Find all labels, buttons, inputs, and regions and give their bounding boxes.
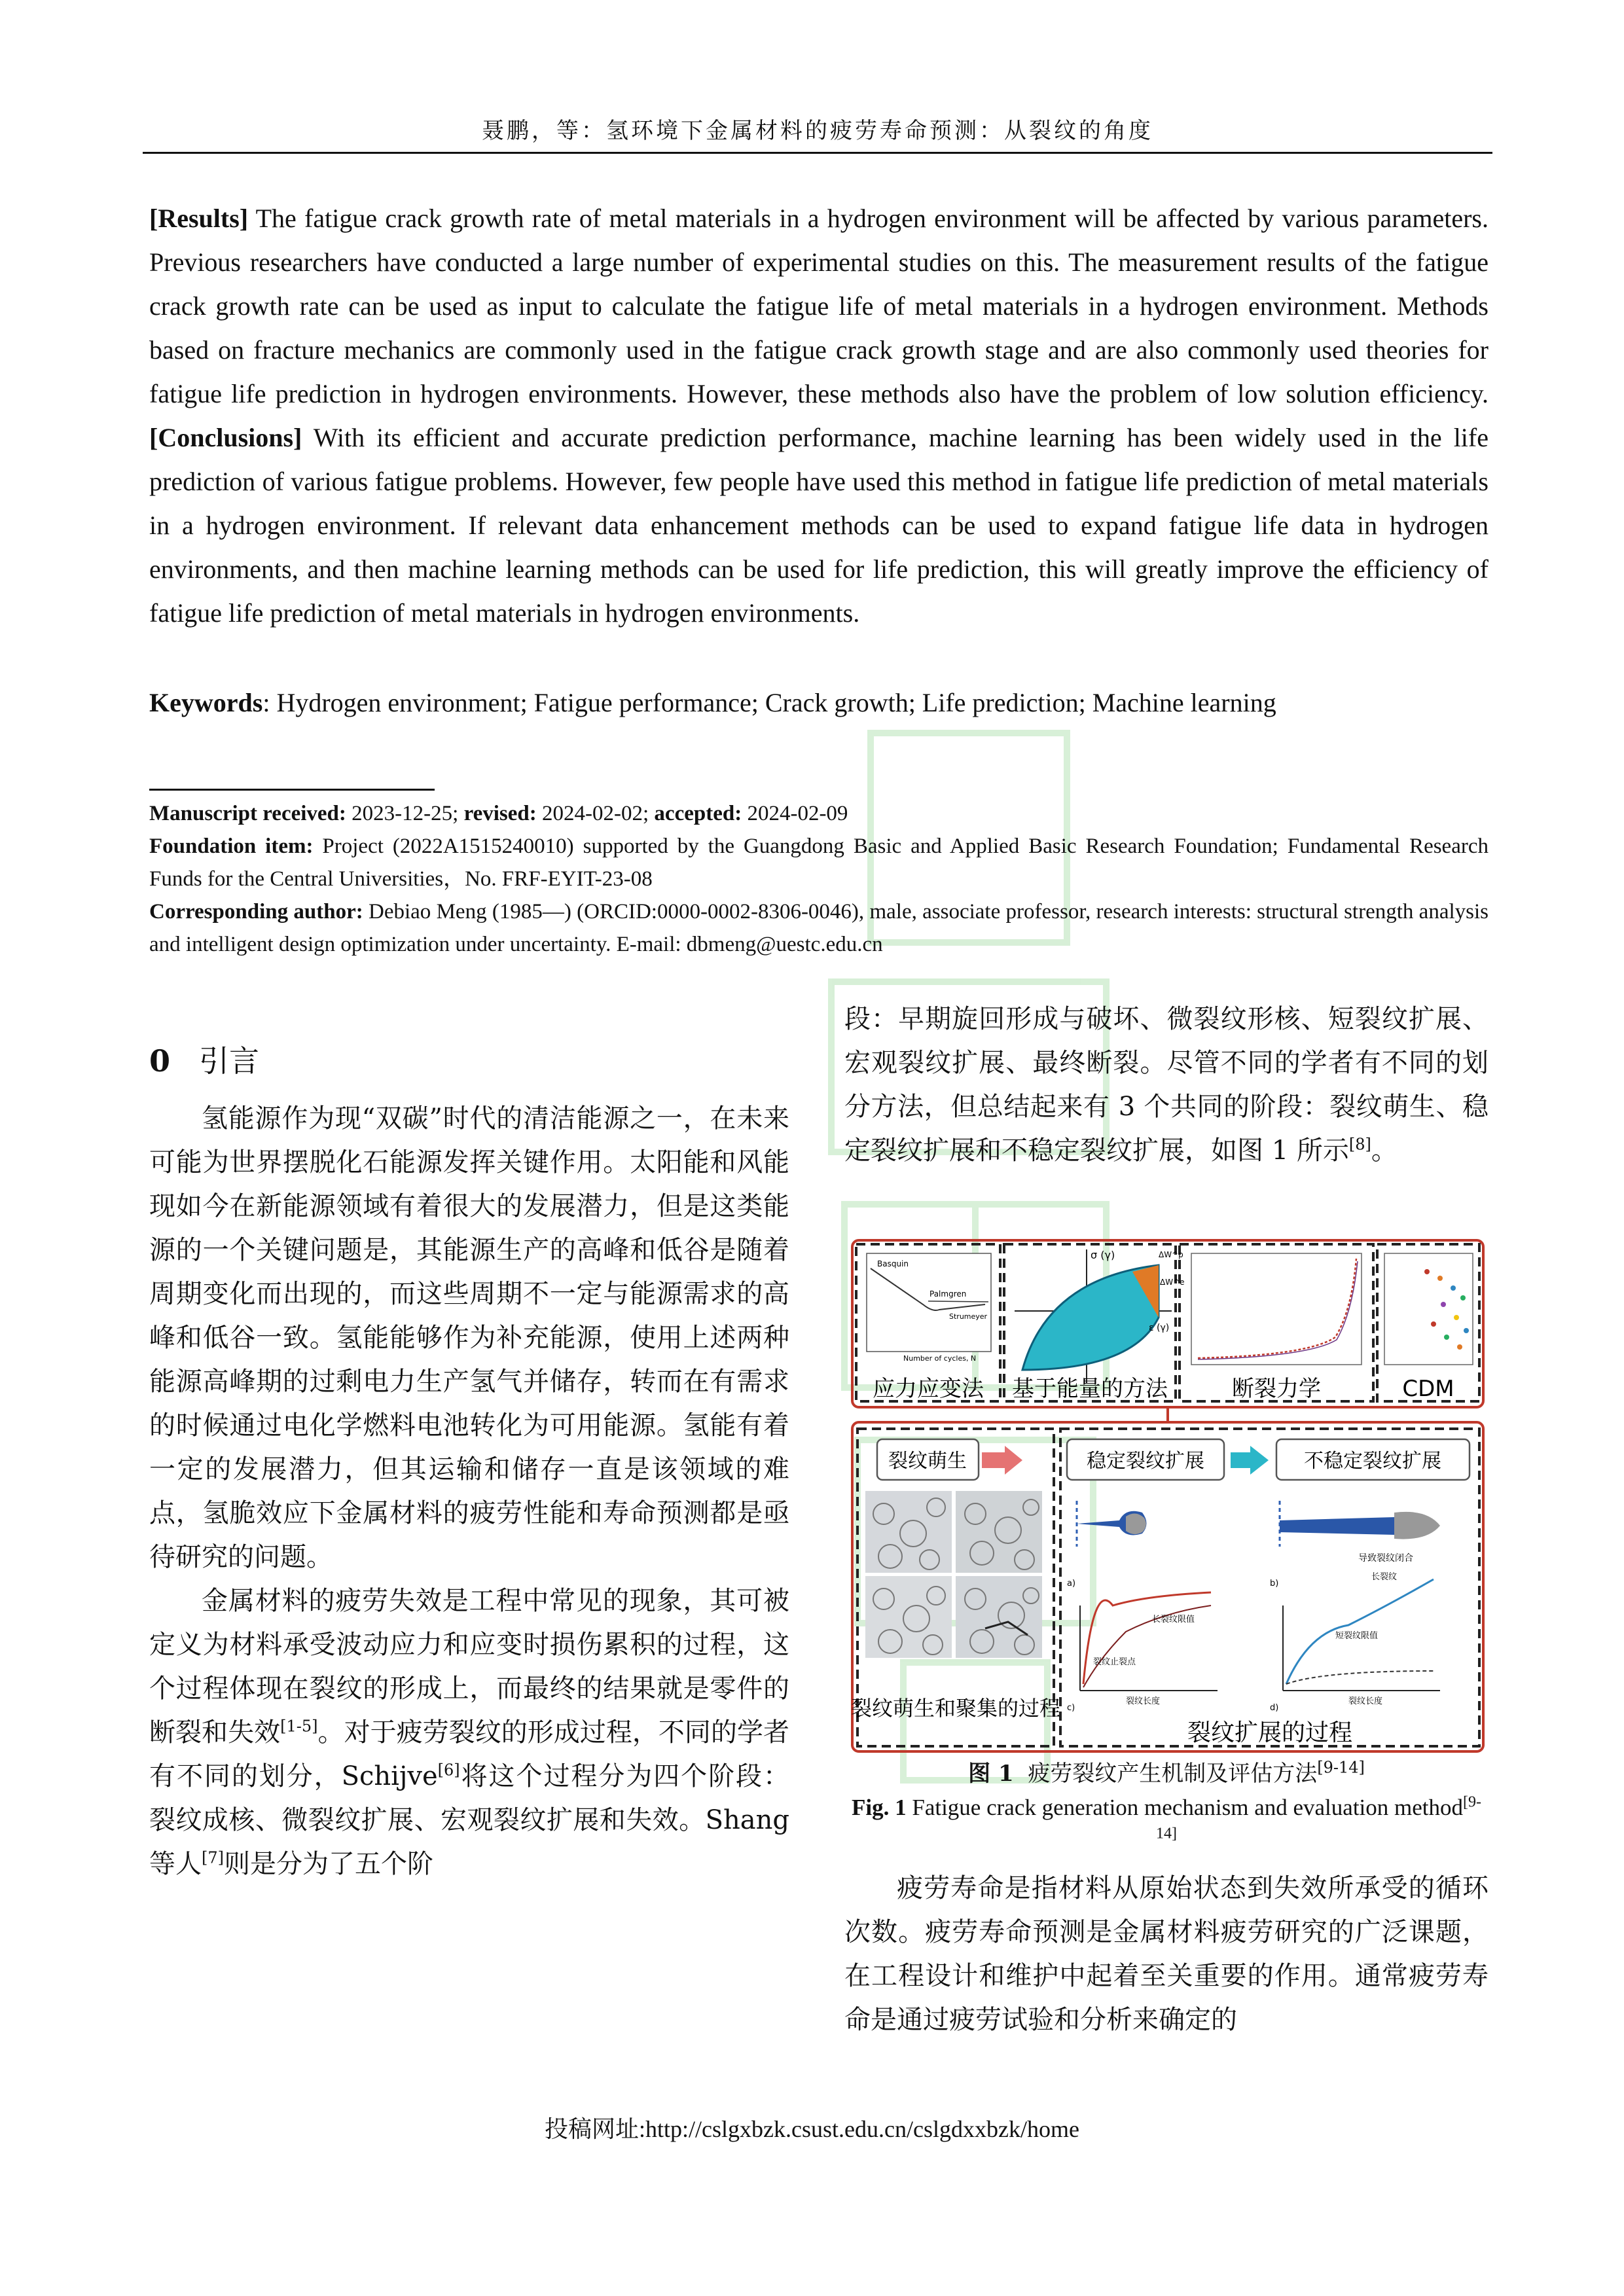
running-header: 聂鹏，等：氢环境下金属材料的疲劳寿命预测：从裂纹的角度 xyxy=(482,118,1153,144)
stage-label-unstable: 不稳定裂纹扩展 xyxy=(1304,1450,1441,1473)
long-crack-limit-label: 长裂纹限值 xyxy=(1152,1615,1195,1624)
figure-caption-en xyxy=(844,1792,1489,1855)
keywords xyxy=(149,687,1489,718)
figure-caption-cn xyxy=(844,1755,1489,1787)
stage-label-stable: 稳定裂纹扩展 xyxy=(1087,1450,1204,1473)
caption-cn-text: 疲劳裂纹产生机制及评估方法 xyxy=(1028,1761,1318,1787)
keywords-text: : Hydrogen environment; Fatigue performance; Crack growth; Life prediction; Machine learning xyxy=(262,688,1276,717)
p2-text-c: 将这个过程分为四个阶段：裂纹成核、微裂纹扩展、宏观裂纹扩展和失效。Shang 等人 xyxy=(149,1761,790,1879)
submission-url: 投稿网址:http://cslgxbzk.csust.edu.cn/cslgdxxbzk/home xyxy=(545,2116,1079,2142)
label-cdm: CDM xyxy=(1402,1376,1454,1402)
citation-ref: [1-5] xyxy=(280,1717,318,1736)
arrow-to-unstable xyxy=(1231,1446,1269,1475)
keywords-label: Keywords xyxy=(149,688,263,717)
hysteresis-we-label: ΔW^e xyxy=(1160,1278,1185,1287)
cdm-scatter-plot xyxy=(1384,1253,1473,1365)
results-label: [Results] xyxy=(149,204,249,233)
fatigue-life-paragraph: 疲劳寿命是指材料从原始状态到失效所承受的循环次数。疲劳寿命预测是金属材料疲劳研究的广泛课题，在工程设计和维护中起着至关重要的作用。通常疲劳寿命是通过疲劳试验和分析来确定的 xyxy=(844,1873,1489,2035)
p2-text-d: 则是分为了五个阶 xyxy=(224,1849,433,1879)
fracture-plot xyxy=(1191,1253,1362,1365)
sn-curve-plot xyxy=(867,1253,991,1363)
manuscript-dates xyxy=(149,797,1489,830)
citation-ref: [7] xyxy=(202,1848,224,1867)
intro-paragraph-2 xyxy=(149,1579,789,1886)
caption-en-label: Fig. 1 xyxy=(852,1795,907,1820)
crack-length-label-left: 裂纹长度 xyxy=(1126,1696,1161,1706)
threshold-plots xyxy=(1067,1572,1440,1713)
cont-text: 段：早期旋回形成与破坏、微裂纹形核、短裂纹扩展、宏观裂纹扩展、最终断裂。尽管不同的学者有不同的划分方法，但总结起来有 3 个共同的阶段：裂纹萌生、稳定裂纹扩展和不稳定裂纹扩展，如图 1 所示 xyxy=(844,1004,1489,1166)
plot-c-tag: c) xyxy=(1067,1703,1075,1713)
crack-arrest-label: 裂纹止裂点 xyxy=(1093,1657,1136,1667)
citation-ref: [8] xyxy=(1348,1135,1371,1154)
results-text: The fatigue crack growth rate of metal materials in a hydrogen environment will be affected by various parameters. Previous researchers have conducted a large number of experimental studies on this. The measurement results of the fatigue crack growth rate can be used as input to calculate the fatigue life of metal materials in a hydrogen environment. Methods based on fracture mechanics are commonly used in the fatigue crack growth stage and are also commonly used theories for fatigue life prediction in hydrogen environments. However, these methods also have the problem of low solution efficiency. xyxy=(149,204,1489,408)
accepted-label: accepted: xyxy=(654,802,742,825)
header-rule xyxy=(143,152,1492,154)
stage-label-initiation: 裂纹萌生 xyxy=(888,1450,967,1473)
right-column-bottom xyxy=(844,1867,1489,2042)
long-crack-label: 长裂纹 xyxy=(1371,1572,1398,1582)
crack-sketches xyxy=(1077,1501,1440,1564)
label-stress-strain-method: 应力应变法 xyxy=(873,1376,984,1402)
foundation-label: Foundation item: xyxy=(149,834,314,858)
section-heading xyxy=(149,1037,259,1081)
plot-a-tag: a) xyxy=(1067,1579,1076,1588)
sn-label-strumeyer: Strumeyer xyxy=(949,1312,988,1321)
accepted-date: 2024-02-09 xyxy=(742,802,848,825)
microstructure-images xyxy=(865,1491,1042,1658)
hysteresis-sigma-label: σ (γ) xyxy=(1091,1249,1115,1261)
p2-text-a: 金属材料的疲劳失效是工程中常见的现象，其可被定义为材料承受波动应力和应变时损伤累积的过程，这个过程体现在裂纹的形成上，而最终的结果就是零件的断裂和失效 xyxy=(149,1586,789,1748)
foundation-text: Project (2022A1515240010) supported by the Guangdong Basic and Applied Basic Research Foundation; Fundamental Research Funds for the Central Universities，No. FRF-EYIT-23-08 xyxy=(149,834,1489,891)
citation-ref: [6] xyxy=(437,1761,460,1780)
revised-date: 2024-02-02; xyxy=(536,802,655,825)
sn-label-palmgren: Palmgren xyxy=(929,1289,967,1299)
short-crack-limit-label: 短裂纹限值 xyxy=(1335,1631,1379,1641)
corresponding-author xyxy=(149,895,1489,961)
plot-b-tag: b) xyxy=(1270,1579,1279,1588)
intro-paragraph-1: 氢能源作为现“双碳”时代的清洁能源之一，在未来可能为世界摆脱化石能源发挥关键作用。太阳能和风能现如今在新能源领域有着很大的发展潜力，但是这类能源的一个关键问题是，其能源生产的高峰和低谷是随着周期变化而出现的，而这些周期不一定与能源需求的高峰和低谷一致。氢能能够作为补充能源，使用上述两种能源高峰期的过剩电力生产氢气并储存，转而在有需求的时候通过电化学燃料电池转化为可用能源。氢能有着一定的发展潜力，但其运输和储存一直是该领域的难点，氢脆效应下金属材料的疲劳性能和寿命预测都是亟待研究的问题。 xyxy=(149,1103,789,1572)
right-column-top xyxy=(844,997,1489,1173)
hysteresis-plot xyxy=(1015,1249,1185,1383)
hysteresis-eps-label: ε (γ) xyxy=(1149,1323,1170,1333)
foundation-item xyxy=(149,830,1489,895)
citation-ref: [9-14] xyxy=(1317,1758,1365,1777)
cont-end: 。 xyxy=(1371,1136,1398,1166)
label-energy-method: 基于能量的方法 xyxy=(1012,1376,1168,1402)
left-column xyxy=(149,1097,789,1886)
section-title: 引言 xyxy=(199,1043,260,1079)
caption-cn-label: 图 1 xyxy=(968,1761,1014,1787)
p2-text-b: 。对于疲劳裂纹的形成过程，不同的学者有不同的划分，Schijve xyxy=(149,1717,790,1791)
label-initiation-process: 裂纹萌生和聚集的过程 xyxy=(851,1696,1061,1721)
footnote-rule xyxy=(149,789,435,791)
crack-length-label-right: 裂纹长度 xyxy=(1348,1696,1383,1706)
author-label: Corresponding author: xyxy=(149,900,363,924)
hysteresis-wp-label: ΔW^p xyxy=(1159,1250,1183,1259)
sn-xlabel: Number of cycles, N xyxy=(903,1354,977,1363)
author-text: Debiao Meng (1985—) (ORCID:0000-0002-8306-0046), male, associate professor, research interests: structural strength analysis and intelligent design optimization under uncertainty. E-mail: dbmeng@uestc.edu.cn xyxy=(149,900,1489,956)
conclusions-label: [Conclusions] xyxy=(149,423,302,452)
received-date: 2023-12-25; xyxy=(346,802,464,825)
citation-ref: [9-14] xyxy=(1156,1793,1481,1842)
figure-1 xyxy=(851,1239,1485,1753)
plot-d-tag: d) xyxy=(1270,1703,1279,1713)
label-fracture-mechanics: 断裂力学 xyxy=(1232,1376,1321,1402)
caption-en-text: Fatigue crack generation mechanism and evaluation method xyxy=(906,1795,1463,1820)
conclusions-text: With its efficient and accurate prediction performance, machine learning has been widely used in the life prediction of various fatigue problems. However, few people have used this method in fatigue life prediction of metal materials in a hydrogen environment. If relevant data enhancement methods can be used to expand fatigue life data in hydrogen environments, and then machine learning methods can be used for life prediction, this will greatly improve the efficiency of fatigue life prediction of metal materials in hydrogen environments. xyxy=(149,423,1489,628)
footnotes xyxy=(149,797,1489,961)
section-number: 0 xyxy=(149,1043,171,1079)
abstract-results xyxy=(149,196,1489,635)
continued-paragraph xyxy=(844,997,1489,1173)
crack-closure-label: 导致裂纹闭合 xyxy=(1358,1553,1413,1564)
revised-label: revised: xyxy=(463,802,537,825)
label-propagation-process: 裂纹扩展的过程 xyxy=(1187,1719,1353,1746)
arrow-to-stable xyxy=(982,1446,1022,1475)
sn-label-basquin: Basquin xyxy=(877,1259,909,1268)
received-label: Manuscript received: xyxy=(149,802,346,825)
